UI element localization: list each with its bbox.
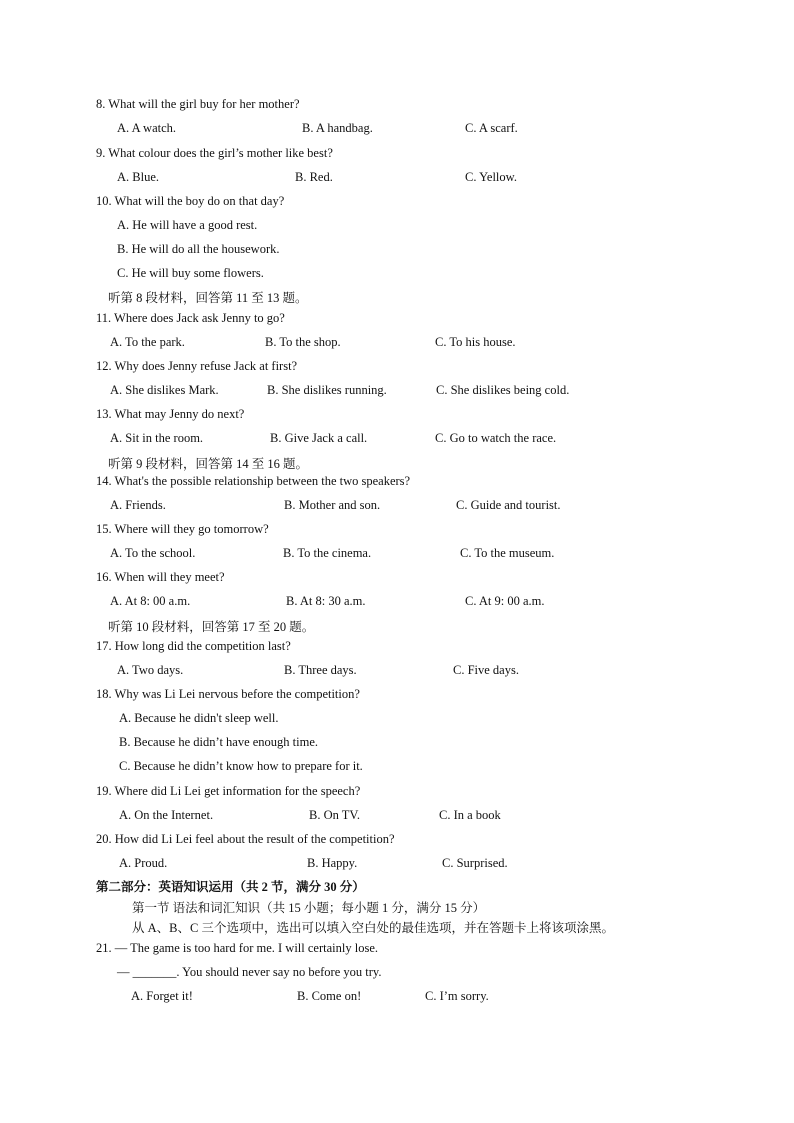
question-10: 10. What will the boy do on that day? — [96, 194, 285, 208]
option-18c: C. Because he didn’t know how to prepare for it. — [119, 759, 363, 773]
question-14: 14. What's the possible relationship between the two speakers? — [96, 474, 411, 488]
part-two-heading: 第二部分：英语知识运用（共 2 节，满分 30 分） — [96, 880, 365, 894]
question-18: 18. Why was Li Lei nervous before the competition? — [96, 687, 360, 701]
instructions: 从 A、B、C 三个选项中，选出可以填入空白处的最佳选项，并在答题卡上将该项涂黑。 — [132, 921, 614, 935]
question-20: 20. How did Li Lei feel about the result of the competition? — [96, 832, 395, 846]
question-9: 9. What colour does the girl’s mother like best? — [96, 146, 333, 160]
option-14a: A. Friends. — [110, 498, 166, 512]
option-9b: B. Red. — [295, 170, 333, 184]
option-16a: A. At 8: 00 a.m. — [110, 594, 191, 608]
option-20b: B. Happy. — [307, 856, 358, 870]
option-12a: A. She dislikes Mark. — [110, 383, 219, 397]
option-15b: B. To the cinema. — [283, 546, 372, 560]
option-10c: C. He will buy some flowers. — [117, 266, 264, 280]
question-15: 15. Where will they go tomorrow? — [96, 522, 269, 536]
option-19c: C. In a book — [439, 808, 501, 822]
option-21c: C. I’m sorry. — [425, 989, 489, 1003]
section-heading-8: 听第 8 段材料，回答第 11 至 13 题。 — [108, 291, 308, 305]
option-12c: C. She dislikes being cold. — [436, 383, 570, 397]
question-21: 21. — The game is too hard for me. I will certainly lose. — [96, 941, 378, 955]
option-16c: C. At 9: 00 a.m. — [465, 594, 545, 608]
option-13a: A. Sit in the room. — [110, 431, 204, 445]
option-15a: A. To the school. — [110, 546, 196, 560]
option-19a: A. On the Internet. — [119, 808, 214, 822]
option-18b: B. Because he didn’t have enough time. — [119, 735, 319, 749]
option-19b: B. On TV. — [309, 808, 360, 822]
option-20c: C. Surprised. — [442, 856, 508, 870]
question-8: 8. What will the girl buy for her mother? — [96, 97, 300, 111]
question-13: 13. What may Jenny do next? — [96, 407, 245, 421]
option-18a: A. Because he didn't sleep well. — [119, 711, 279, 725]
option-13b: B. Give Jack a call. — [270, 431, 368, 445]
option-14b: B. Mother and son. — [284, 498, 381, 512]
question-16: 16. When will they meet? — [96, 570, 225, 584]
option-9c: C. Yellow. — [465, 170, 517, 184]
option-8b: B. A handbag. — [302, 121, 373, 135]
option-11a: A. To the park. — [110, 335, 185, 349]
option-21a: A. Forget it! — [131, 989, 193, 1003]
option-11c: C. To his house. — [435, 335, 516, 349]
section-heading-10: 听第 10 段材料，回答第 17 至 20 题。 — [108, 620, 315, 634]
option-20a: A. Proud. — [119, 856, 168, 870]
option-12b: B. She dislikes running. — [267, 383, 387, 397]
option-21b: B. Come on! — [297, 989, 362, 1003]
question-19: 19. Where did Li Lei get information for the speech? — [96, 784, 361, 798]
section-heading-9: 听第 9 段材料，回答第 14 至 16 题。 — [108, 457, 309, 471]
option-17a: A. Two days. — [117, 663, 184, 677]
option-8a: A. A watch. — [117, 121, 177, 135]
option-15c: C. To the museum. — [460, 546, 555, 560]
question-21-response: — _______. You should never say no before you try. — [117, 965, 382, 979]
option-8c: C. A scarf. — [465, 121, 518, 135]
option-14c: C. Guide and tourist. — [456, 498, 561, 512]
question-11: 11. Where does Jack ask Jenny to go? — [96, 311, 285, 325]
option-13c: C. Go to watch the race. — [435, 431, 557, 445]
option-17b: B. Three days. — [284, 663, 357, 677]
option-10a: A. He will have a good rest. — [117, 218, 258, 232]
section-one-heading: 第一节 语法和词汇知识（共 15 小题；每小题 1 分，满分 15 分） — [132, 901, 486, 915]
option-9a: A. Blue. — [117, 170, 160, 184]
question-17: 17. How long did the competition last? — [96, 639, 291, 653]
question-12: 12. Why does Jenny refuse Jack at first? — [96, 359, 298, 373]
option-10b: B. He will do all the housework. — [117, 242, 280, 256]
option-11b: B. To the shop. — [265, 335, 341, 349]
option-16b: B. At 8: 30 a.m. — [286, 594, 366, 608]
option-17c: C. Five days. — [453, 663, 519, 677]
